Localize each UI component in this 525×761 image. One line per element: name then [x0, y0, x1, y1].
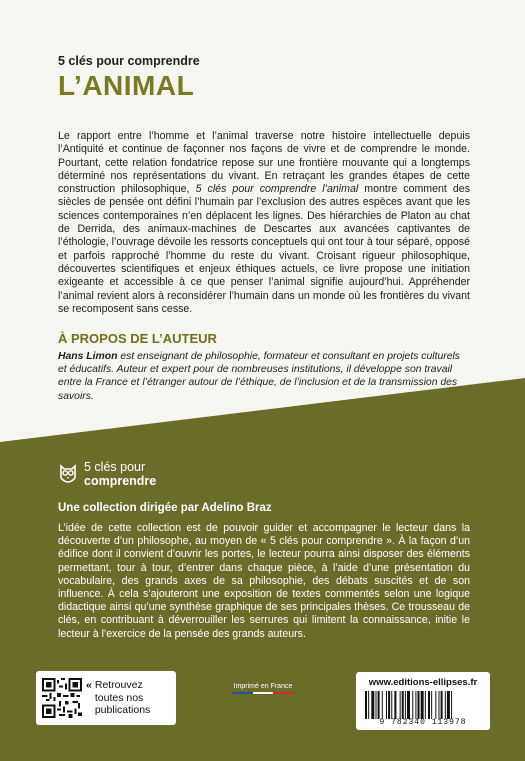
- series-kicker: 5 clés pour comprendre: [58, 54, 200, 68]
- series-line2: comprendre: [84, 474, 157, 488]
- book-title: L’ANIMAL: [58, 70, 195, 101]
- french-flag-icon: [232, 692, 294, 694]
- title-block: [58, 54, 470, 102]
- series-line1: 5 clés pour: [84, 460, 146, 474]
- barcode-panel: [356, 672, 490, 730]
- author-heading: À PROPOS DE L’AUTEUR: [58, 331, 217, 346]
- imprint-badge: [232, 683, 294, 694]
- arrow-icon: «: [86, 679, 92, 692]
- series-description: L’idée de cette collection est de pouvoir guider et accompagner le lecteur dans la découverte d’un philosophe, au moyen de « 5 clés pour comprendre ». À la façon d’un édifice dont il convient d’ouvrir les portes, le lecteur pourra ainsi disposer des éléments permettant, tour à tour, d’entrer dans chaque pièce, à l’aide d’une présentation du vocabulaire, des grands axes de sa philosophie, des débats suscités et de son influence. À cela s’ajouteront une exposition de textes commentés selon une logique didactique ainsi qu’une synthèse graphique de ses principales thèses. Ce trousseau de clés, en contribuant à déverrouiller les serrures qui limitent la connaissance, initie le lecteur à l’exercice de la pensée des grands auteurs.: [58, 522, 470, 640]
- summary-part1: Le rapport entre l’homme et l’animal traverse notre histoire intellectuelle depuis l’Antiquité et continue de façonner nos façons de vivre et de comprendre le monde. Pourtant, cette relation fondatrice repose sur une frontière mouvante qui a longtemps déterminé nos représentations du vivant. En retraçant les grandes étapes de cette construction philosophique,: [58, 130, 470, 196]
- author-bio: [58, 350, 470, 403]
- owl-icon: [58, 462, 78, 486]
- series-logo: [58, 460, 156, 488]
- qr-caption: Retrouvez toutes nos publications: [94, 679, 151, 717]
- summary-text: [58, 130, 470, 316]
- imprint-text: Imprimé en France: [233, 683, 293, 690]
- barcode-icon: [365, 691, 481, 719]
- summary-part2: montre comment des siècles de pensée ont défini l’humain par l’exclusion des autres espèces avant que les sciences contemporaines n’en déplacent les lignes. Des hiérarchies de Platon au chat de Derrida, des animaux-machines de Descartes aux avancées captivantes de l’éthologie, l’ouvrage dévoile les ressorts conceptuels qui ont tour à tour séparé, opposé et parfois rapproché l’homme du reste du vivant. Croisant rigueur philosophique, découvertes scientifiques et enjeux éthiques actuels, ce livre propose une initiation exigeante et accessible à ce que penser l’animal signifie aujourd’hui. Appréhender l’animal revient alors à reconsidérer l’humain dans un monde où les frontières du vivant se recomposent sans cesse.: [58, 183, 470, 315]
- publisher-url[interactable]: www.editions-ellipses.fr: [368, 677, 478, 688]
- qr-code-icon[interactable]: [42, 678, 82, 718]
- qr-panel: [36, 671, 176, 725]
- isbn-number: 9 782340 113978: [379, 718, 467, 727]
- author-name: Hans Limon: [58, 351, 118, 362]
- series-director: Une collection dirigée par Adelino Braz: [58, 502, 272, 514]
- author-bio-text: est enseignant de philosophie, formateur et consultant en projets culturels et éducatifs. Auteur et expert pour de nombreuses institutions, il développe son travail entre la France et l’étranger autour de l’éthique, de l’inclusion et de la transmission des savoirs.: [58, 351, 460, 402]
- summary-book-title: 5 clés pour comprendre l’animal: [195, 183, 359, 196]
